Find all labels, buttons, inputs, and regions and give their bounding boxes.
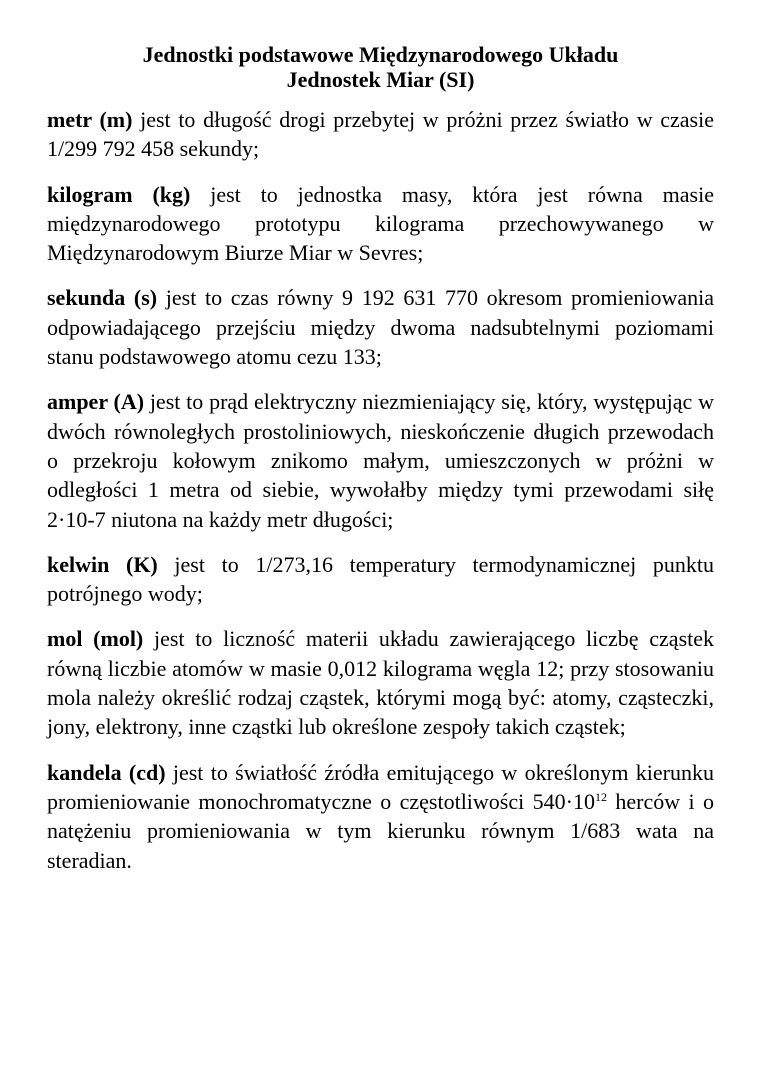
unit-definition-part-2: herców i o natężeniu promieniowania w tym kierunku równym 1/683 wata na steradian. (47, 788, 714, 873)
unit-definition: jest to czas równy 9 192 631 770 okresom promieniowania odpowiadającego przejściu między dwoma nadsubtelnymi poziomami stanu podstawowego atomu cezu 133; (47, 285, 714, 370)
unit-term: kelwin (K) (47, 551, 158, 577)
unit-entry-metre (47, 105, 714, 164)
unit-term: amper (A) (47, 389, 145, 415)
unit-definition: jest to jednostka masy, która jest równa masie międzynarodowego prototypu kilograma przechowywanego w Międzynarodowym Biurze Miar w Sevres; (47, 181, 714, 266)
unit-entry-second (47, 283, 714, 371)
unit-definition: jest to długość drogi przebytej w próżni przez światło w czasie 1/299 792 458 sekundy; (47, 107, 714, 162)
unit-entry-ampere (47, 387, 714, 533)
unit-term: metr (m) (47, 107, 133, 132)
unit-entry-candela (47, 758, 714, 875)
unit-entry-kelvin (47, 550, 714, 609)
unit-definition: jest to liczność materii układu zawierającego liczbę cząstek równą liczbie atomów w masie 0,012 kilograma węgla 12; przy stosowaniu mola należy określić rodzaj cząstek, którymi mogą być: atomy, cząsteczki, jony, elektrony, inne cząstki lub określone zespoły takich cząstek; (47, 626, 715, 740)
document-page (47, 42, 714, 891)
page-title (47, 42, 714, 92)
title-line-2: Jednostek Miar (SI) (286, 67, 475, 92)
unit-definition: jest to 1/273,16 temperatury termodynamicznej punktu potrójnego wody; (47, 551, 714, 607)
unit-definition: jest to prąd elektryczny niezmieniający się, który, występując w dwóch równoległych prostoliniowych, nieskończenie długich przewodach o przekroju kołowym znikomo małym, umieszczonych w próżni w odległości 1 metra od siebie, wywołałby między tymi przewodami siłę 2·10-7 niutona na każdy metr długości; (47, 389, 714, 532)
unit-entry-mole (47, 624, 714, 741)
unit-term: mol (mol) (47, 626, 144, 652)
unit-entry-kilogram (47, 180, 714, 268)
title-line-1: Jednostki podstawowe Międzynarodowego Układu (142, 42, 619, 67)
unit-definition-part-1: jest to światłość źródła emitującego w określonym kierunku promieniowanie monochromatyczne o częstotliwości 540·10 (47, 759, 714, 814)
unit-term: sekunda (s) (47, 285, 158, 311)
exponent-superscript: 12 (594, 789, 607, 804)
unit-term: kandela (cd) (47, 759, 166, 785)
unit-term: kilogram (kg) (47, 181, 191, 207)
